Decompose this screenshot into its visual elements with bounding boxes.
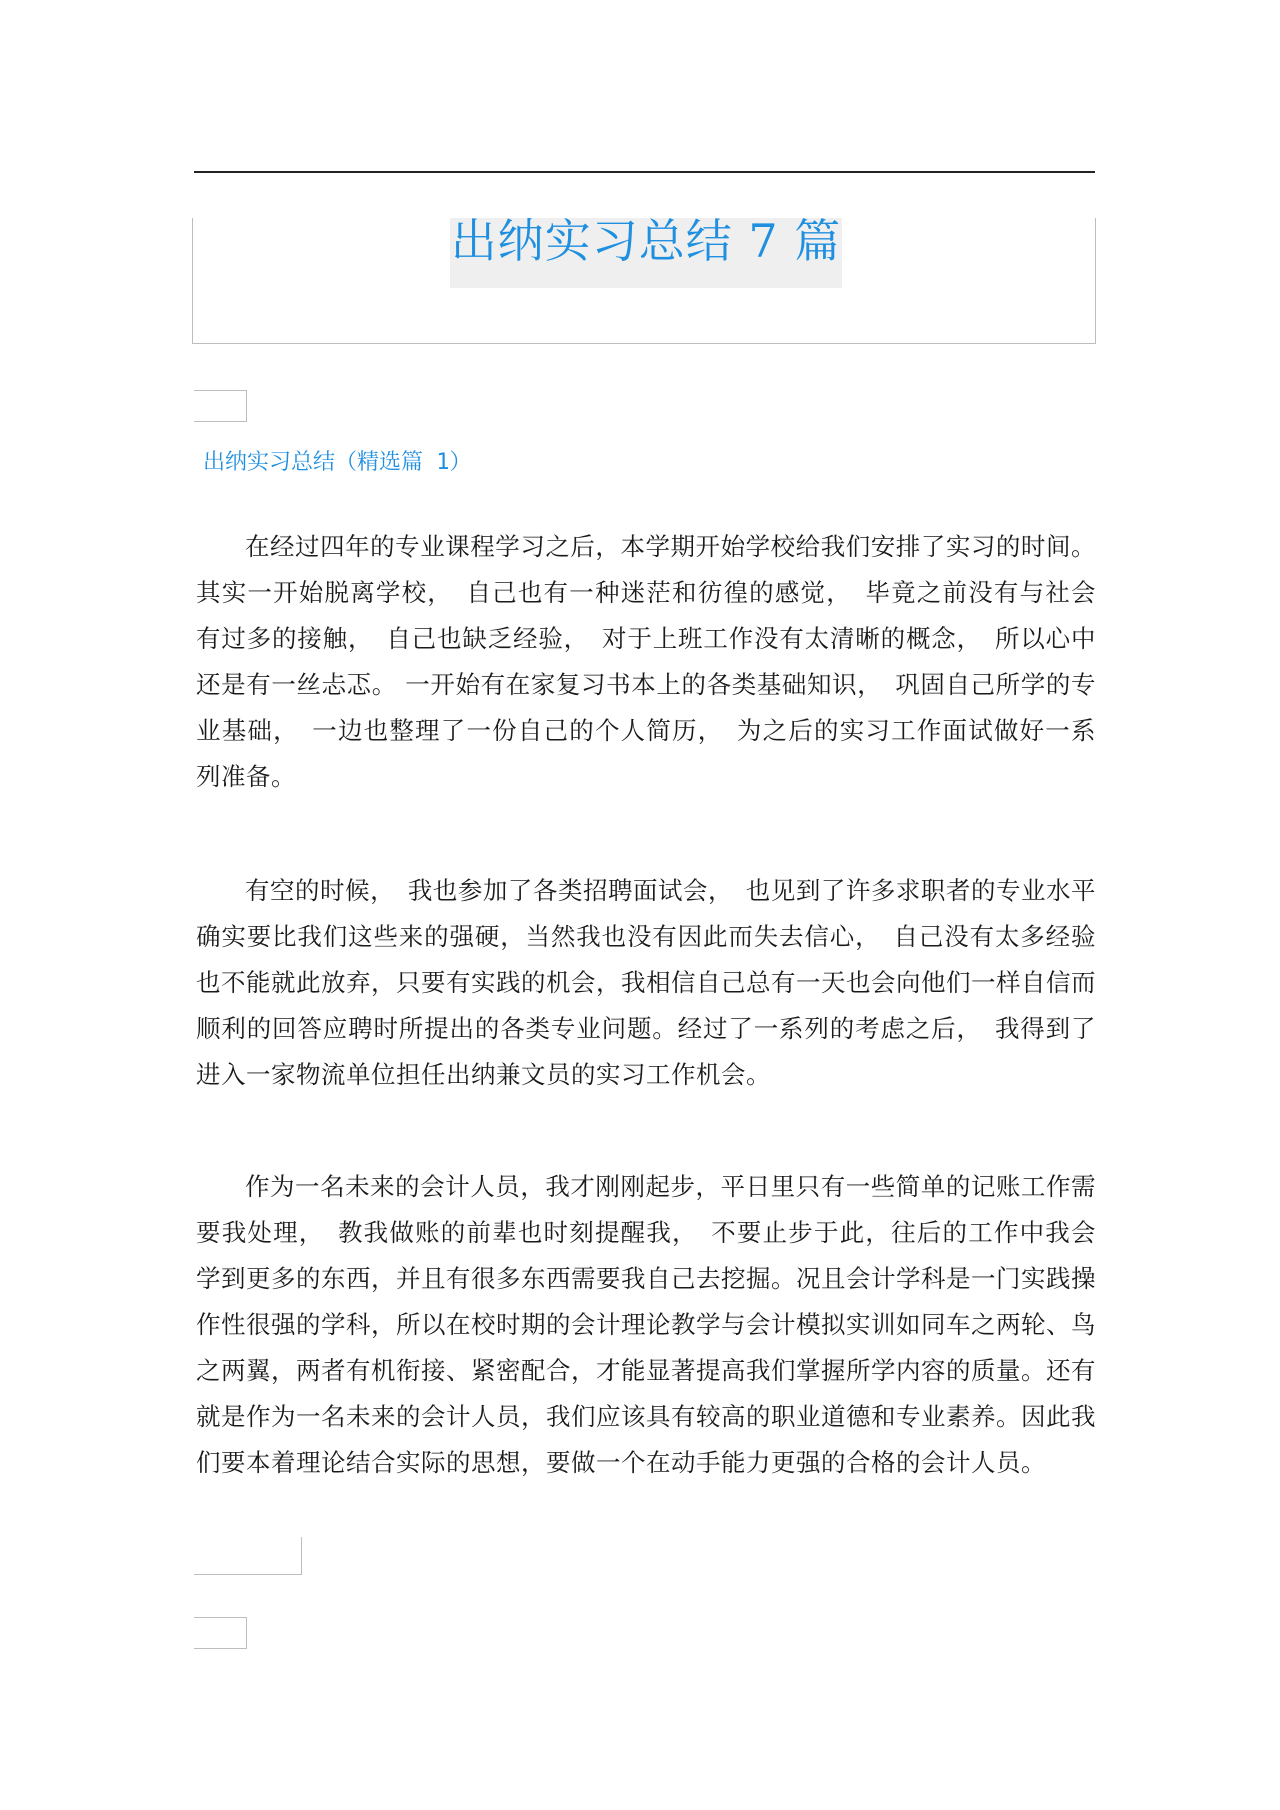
section-heading: 出纳实习总结（精选篇 1）: [203, 450, 472, 475]
top-horizontal-rule: [194, 171, 1095, 173]
paragraph-end-marker: [194, 1537, 302, 1575]
paragraph-1: 在经过四年的专业课程学习之后，本学期开始学校给我们安排了实习的时间。其实一开始脱离学校， 自己也有一种迷茫和彷徨的感觉， 毕竟之前没有与社会有过多的接触， 自己也缺乏经验， 对于上班工作没有太清晰的概念， 所以心中还是有一丝忐忑。 一开始有在家复习书本上的各类基础知识， 巩固自己所学的专业基础， 一边也整理了一份自己的个人简历， 为之后的实习工作面试做好一系列准备。: [196, 532, 1096, 791]
paragraph-3: 作为一名未来的会计人员，我才刚刚起步，平日里只有一些简单的记账工作需要我处理， 教我做账的前辈也时刻提醒我， 不要止步于此，往后的工作中我会学到更多的东西，并且有很多东西需要我自己去挖掘。况且会计学科是一门实践操作性很强的学科，所以在校时期的会计理论教学与会计模拟实训如同车之两轮、鸟之两翼，两者有机衔接、紧密配合，才能显著提高我们掌握所学内容的质量。还有就是作为一名未来的会计人员，我们应该具有较高的职业道德和专业素养。因此我们要本着理论结合实际的思想，要做一个在动手能力更强的合格的会计人员。: [196, 1172, 1096, 1477]
document-title: 出纳实习总结 7 篇: [450, 214, 842, 268]
section-marker-box-2: [194, 1617, 247, 1649]
section-marker-box: [194, 390, 247, 422]
paragraph-2: 有空的时候， 我也参加了各类招聘面试会， 也见到了许多求职者的专业水平确实要比我们这些来的强硬，当然我也没有因此而失去信心， 自己没有太多经验也不能就此放弃，只要有实践的机会，我相信自己总有一天也会向他们一样自信而顺利的回答应聘时所提出的各类专业问题。经过了一系列的考虑之后， 我得到了进入一家物流单位担任出纳兼文员的实习工作机会。: [196, 876, 1096, 1089]
